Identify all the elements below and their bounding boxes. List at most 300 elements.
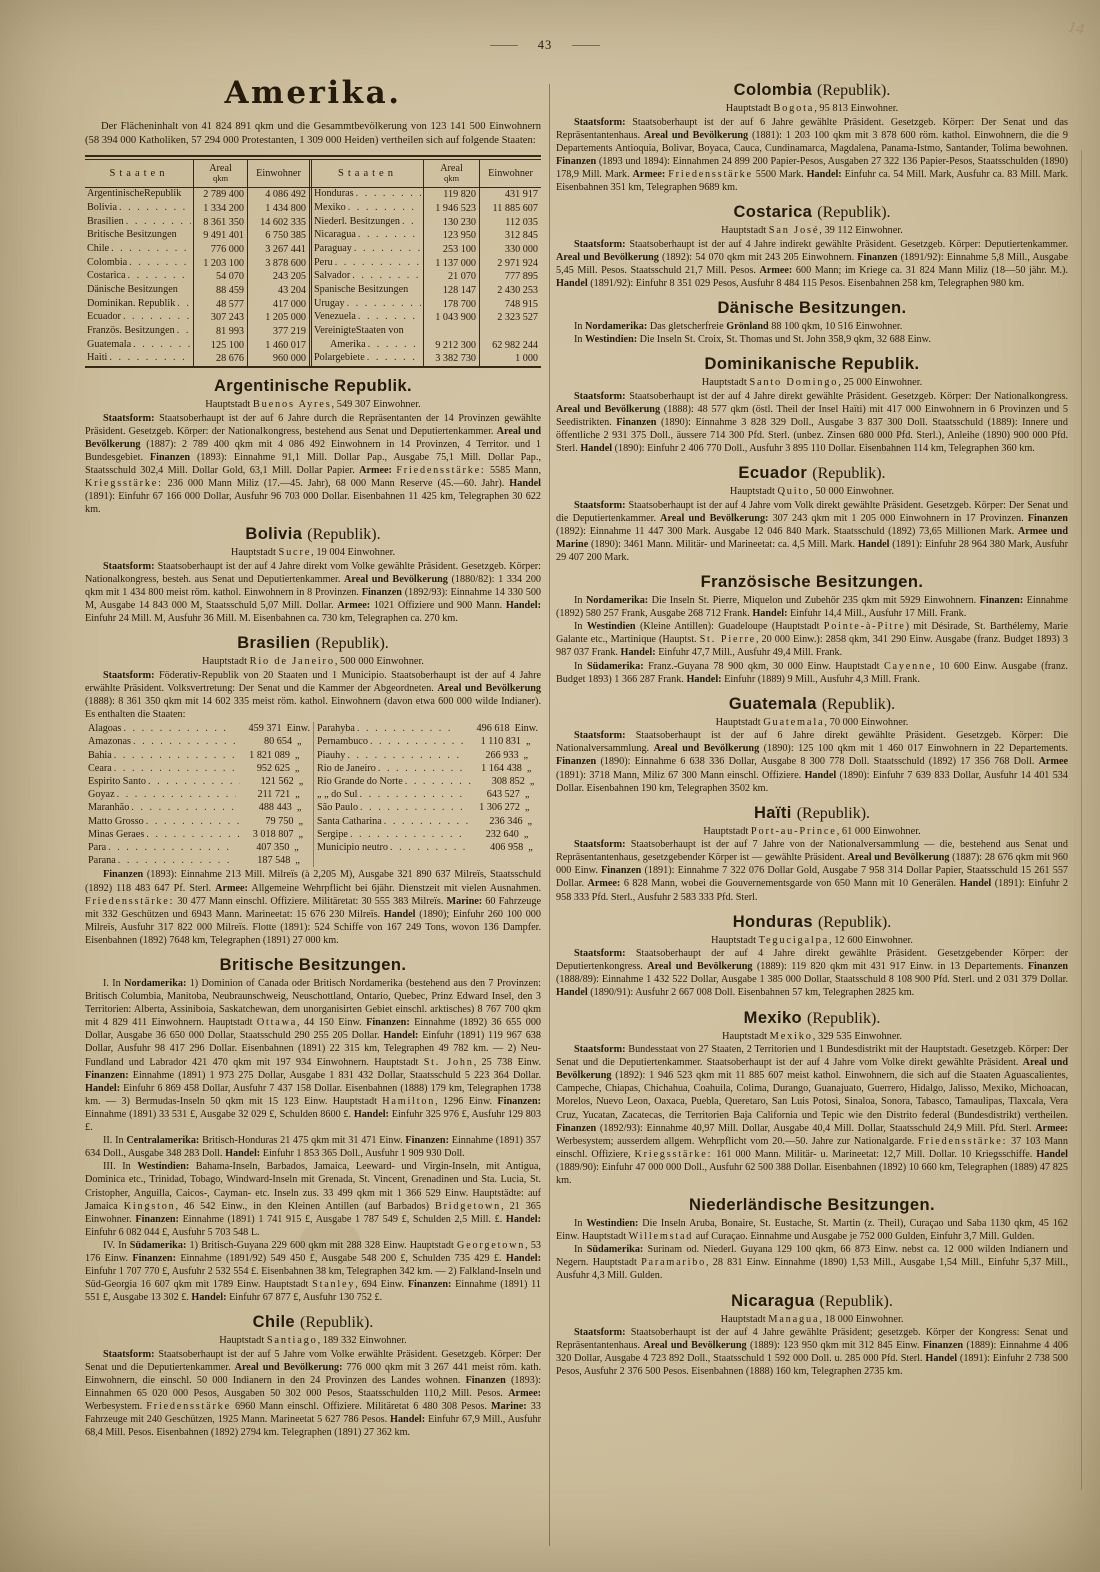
nm: Venezuela [314,311,356,323]
nm: Haiti [87,352,108,364]
span: Areal [209,163,232,175]
einwohner-value: 417 000 [247,298,309,312]
big: Staaten [109,167,169,179]
bold-label: Armee: [337,600,371,612]
info-paragraph: I. In Nordamerika: 1) Dominion of Canada oder Britisch Nordamerika (bestehend aus den 7 Provinzen: Britisch Columbia, Manitoba, Neubraunschweig, Neuschottland, Ontario, Quebec, Prinz Edward Insel, den 3 Territorien: Alberta, Assiniboia, Saskatchewan, dem unorganisirten Gebiet einschl. arktisches) 8 767 700 qkm mit 4 829 411 Einwohnern. Hauptstadt Ottawa, 44 150 Einw. Finanzen: Einnahme (1892) 36 655 000 Dollar, Ausgabe 36 650 000 Dollar, Staatsschuld 290 255 205 Dollar. Handel: Einfuhr (1891) 119 967 638 Dollar, Ausfuhr 98 417 296 Dollar. Eisenbahnen (1891) 22 315 km, Telegraphen 49 782 km. — 2) Neu-Fundland und Labrador 421 470 qkm mit 197 934 Einwohnern. Hauptstadt St. John, 25 738 Einw. Finanzen: Einnahme (1891) 1 973 275 Dollar, Ausgabe 1 831 432 Dollar, Staatsschuld 5 223 364 Dollar. Handel: Einfuhr 6 869 458 Dollar, Ausfuhr 7 437 158 Dollar. Eisenbahnen (1888) 179 km, Telegraphen 1738 km. — 3) Bermudas-Inseln 50 qkm mit 15 123 Einw. Hauptstadt Hamilton, 1296 Einw. Finanzen: Einnahme (1891) 33 531 £, Ausgabe 32 029 £, Schulden 8600 £. Handel: Einfuhr 325 976 £, Ausfuhr 129 803 £. [85,978,542,1134]
dot-leader [123,311,191,322]
nm: Honduras [314,188,354,200]
country-name: Britische Besitzungen. [219,956,407,975]
areal-value: 88 459 [193,284,247,298]
capital-line: Hauptstadt Santo Domingo, 25 000 Einwohner. [701,377,923,389]
info-paragraph: Staatsform: Staatsoberhaupt ist der auf 6 Jahre gewählte Präsident. Gesetzgeb. Körper: Der Senat und das Repräsentantenhaus. Areal und Bevölkerung (1881): 1 203 100 qkm mit 3 878 600 röm. kathol. Einwohnern, die die 9 Departements Antioquia, Bolivar, Boyaca, Cauca, Cundinamarca, Magdalena, Panama-Istmo, Santander, Tolima bewohnen. Finanzen (1893 und 1894): Einnahmen 24 899 200 Papier-Pesos, Ausgaben 27 322 136 Papier-Pesos, Staatsschulden (1890) 178,9 Mill. Mark. Armee: Friedensstärke 5500 Mark. Handel: Einfuhr ca. 54 Mill. Mark, Ausfuhr ca. 83 Mill. Mark. Eisenbahnen 351 km, Telegraphen 9689 km. [556,116,1068,193]
state-name-cell [85,257,193,271]
country-heading [556,355,1068,374]
state-name-cell [85,284,193,298]
areal-value: 1 334 200 [193,202,247,216]
spaced-text: Friedensstärke [146,1401,231,1413]
section-nicaragua [556,1292,1068,1379]
country-name: Brasilien [237,634,311,653]
punit: „ [294,842,299,854]
areal-value: 1 043 900 [423,311,479,325]
summary-table-header [85,160,541,188]
bold-label: Staatsform: [574,390,626,402]
spaced-text: Bogota [773,103,815,114]
bold-label: Nordamerika: [585,320,648,332]
bold-label: Areal und Bevölkerung [653,743,760,755]
einwohner-value: 112 035 [479,216,541,230]
state-name-cell [85,202,193,216]
left-sections [85,377,541,1439]
summary-table-row [85,339,541,353]
state-row [317,788,538,801]
capital-line: Hauptstadt Buenos Ayres, 549 307 Einwohner. [205,399,421,411]
pval: 407 350 [256,842,290,854]
areal-value: 2 789 400 [193,188,247,202]
state-name-cell [309,188,423,202]
einwohner-value: 43 204 [247,284,309,298]
dot-leader [117,788,237,801]
pname: „ „ do Sul [317,789,358,801]
dot-leader [127,270,191,281]
pval: 211 721 [257,789,291,801]
section-dänische-besitzungen [556,299,1068,346]
spaced-text: Ottawa [256,1017,298,1029]
bold-label: Finanzen [465,1375,506,1387]
span: Einwohner [256,167,301,179]
areal-value: 54 070 [193,270,247,284]
capital-line: Hauptstadt Managua, 18 000 Einwohner. [720,1313,904,1325]
capital-line: Hauptstadt Quito, 50 000 Einwohner. [729,486,895,498]
republik-suffix: (Republik). [796,804,871,822]
dot-leader [370,735,467,748]
punit: „ [298,828,304,840]
section-costarica [556,203,1068,290]
bold-label: Handel: [505,1213,541,1225]
einwohner-value: 312 845 [479,229,541,243]
nm: Amerika [330,338,366,350]
state-row [317,815,538,828]
state-row [88,762,310,775]
bold-label: Areal und Bevölkerung [847,852,950,864]
bold-label: Finanzen: [132,1252,176,1264]
pname: Sergipe [317,828,348,840]
country-heading [85,525,541,544]
summary-table-row [85,229,541,243]
areal-value: 1 137 000 [423,257,479,271]
country-heading [556,299,1068,318]
page-edge-line [1081,150,1082,1490]
country-heading [556,913,1068,932]
header-einwohner-right [479,160,541,187]
pname: Goyaz [88,789,115,801]
pval: 496 618 [476,723,510,735]
pname: Matto Grosso [88,815,144,827]
punit: „ [524,802,530,814]
info-paragraph: In Südamerika: Surinam od. Niederl. Guyana 129 100 qkm, 66 873 Einw. nebst ca. 12 000 wilden Indianern und Negern. Hauptstadt Paramaribo, 28 831 Einw. Einnahme (1890) 1,53 Mill., Ausgabe 1,54 Mill., Einfuhr 5,37 Mill., Ausfuhr 4,3 Mill. Gulden. [556,1244,1069,1282]
spaced-text: Sucre [278,547,312,559]
country-heading [556,464,1068,483]
state-row [88,735,310,748]
info-paragraph: Staatsform: Staatsoberhaupt ist der auf 4 Jahre gewählte Präsident; gesetzgeb. Körper der Kongress: Senat und Repräsentantenhaus. Areal und Bevölkerung (1889): 123 950 qkm mit 312 845 Einw. Finanzen (1889): Einnahme 4 406 320 Dollar, Ausgabe 4 723 892 Doll., Staatsschuld 1 592 000 Doll. u. 285 000 Pfd. Sterl. Handel (1891): Einfuhr 2 738 500 Pesos, Ausfuhr 2 376 500 Pesos. Eisenbahnen (1888) 160 km, Telegraphen 2735 km. [556,1327,1069,1378]
einwohner-value: 6 750 385 [247,229,309,243]
pname: Bahia [88,749,112,761]
state-name-cell [85,339,193,353]
dot-leader [335,257,421,268]
pname: Rio Grande do Norte [317,776,403,788]
bold-label: Handel: [806,168,842,180]
bold-label: Handel [1036,1148,1068,1160]
einwohner-value: 377 219 [247,325,309,339]
header-areal-right [423,160,479,187]
bold-label: Finanzen: [979,595,1024,607]
pname: Amazonas [88,736,131,748]
spaced-text: Managua [768,1313,820,1325]
info-paragraph: Staatsform: Staatsoberhaupt ist der auf 6 Jahre durch die Repräsentanten der 14 Provinzen gewählte Präsident. Gesetzgeb. Körper: der Nationalkongress, bestehend aus Senat und Deputiertenkammer. Areal und Bevölkerung (1887): 2 789 400 qkm mit 4 086 492 Einwohnern in 14 Provinzen, 4 Territor. und 1 Bundesgebiet. Finanzen (1893): Einnahme 91,1 Mill. Dollar Pap., Ausgabe 75,1 Mill. Dollar Pap., Staatsschuld 302,4 Mill. Dollar Gold, 63,1 Mill. Dollar Papier. Armee: Friedensstärke: 5585 Mann, Kriegsstärke: 236 000 Mann Miliz (17.—45. Jahr), 68 000 Mann Reserve (45.—60. Jahr). Handel (1891): Einfuhr 67 166 000 Dollar, Ausfuhr 96 703 000 Dollar. Eisenbahnen 11 425 km, Telegraphen 30 622 km. [85,412,541,516]
section-guatemala [556,695,1068,795]
einwohner-value: 330 000 [479,243,541,257]
nm: Mexiko [314,201,346,213]
state-row [88,828,310,841]
nm: Chile [87,242,110,254]
summary-table-row [85,202,541,216]
bold-label: Nordamerika: [585,595,649,607]
state-row [88,815,310,828]
bold-label: Areal und Bevölkerung [556,251,659,263]
bold-label: Handel [959,878,992,890]
pval: 1 821 089 [249,749,290,761]
bold-label: Finanzen [1027,961,1069,973]
capital-line: Hauptstadt Rio de Janeiro, 500 000 Einwohner. [201,656,425,668]
dot-leader [119,202,191,213]
bold-label: Staatsform: [574,1327,626,1339]
areal-value: 9 212 300 [423,339,479,353]
spaced-text: Kriegsstärke: [634,1148,713,1160]
spaced-text: Hamilton [382,1095,436,1107]
state-name-cell [85,188,193,202]
einwohner-value: 62 982 244 [479,339,541,353]
areal-value: 1 946 523 [423,202,479,216]
bold-label: Finanzen [922,1340,964,1352]
summary-table-row [85,216,541,230]
bold-label: Grönland [726,320,769,332]
punit: „ [298,776,304,788]
bold-label: Armee: [632,168,666,180]
capital-line: Hauptstadt Santiago, 189 332 Einwohner. [219,1335,407,1347]
spaced-text: Georgetown [456,1239,526,1251]
country-heading [85,956,541,975]
state-name-cell [309,311,423,325]
bold-label: Armee: [759,264,793,276]
span: Areal [440,163,463,175]
country-heading [556,1196,1068,1215]
nm: Spanische Besitzungen [314,284,409,295]
einwohner-value: 3 267 441 [247,243,309,257]
section-argentinische-republik [85,377,541,516]
dot-leader [358,229,421,240]
spaced-text: Kriegsstärke: [85,478,163,490]
state-name-cell [85,243,193,257]
bold-label: Nordamerika: [124,978,187,990]
bold-label: Handel: [505,1252,542,1264]
einwohner-value: 1 205 000 [247,311,309,325]
country-name: Niederländische Besitzungen. [689,1196,935,1215]
spaced-text: Mexiko [769,1030,813,1042]
pname: Piauhy [317,749,346,761]
capital-line: Hauptstadt Port-au-Prince, 61 000 Einwohner. [703,825,921,837]
summary-table-row [85,188,541,202]
bold-label: Staatsform: [103,412,155,424]
bold-label: Staatsform: [574,499,626,511]
dot-leader [360,801,466,814]
header-staaten-right [309,160,423,187]
bold-label: Finanzen [556,155,597,167]
bold-label: Areal und Bevölkerung [437,682,541,694]
nm: Paraguay [314,242,352,254]
bold-label: Südamerika: [586,660,644,672]
einwohner-value: 3 878 600 [247,257,309,271]
info-paragraph: Staatsform: Staatsoberhaupt ist der auf 5 Jahre vom Volke erwählte Präsident. Gesetzgeb. Körper: Der Senat und die Deputiertenkammer. Areal und Bevölkerung: 776 000 qkm mit 3 267 441 meist röm. kath. Einwohnern, die einschl. 50 000 Indianern in den 24 Provinzen des Landes wohnen. Finanzen (1893): Einnahmen 65 020 000 Pesos, Ausgaben 50 302 000 Pesos, Staatsschulden 110,2 Mill. Pesos. Armee: Werbesystem. Friedensstärke 6960 Mann einschl. Offiziere. Militäretat 6 480 308 Pesos. Marine: 33 Fahrzeuge mit 240 Geschützen, 1925 Mann. Marineetat 5 627 786 Pesos. Handel: Einfuhr 67,9 Mill., Ausfuhr 68,4 Mill. Pesos. Eisenbahnen (1892) 2794 km. Telegraphen (1891) 27 362 km. [85,1348,542,1439]
pname: Municipio neutro [317,842,389,854]
summary-table-inner [85,159,541,368]
einwohner-value: 11 885 607 [479,202,541,216]
info-paragraph: In Nordamerika: Das gletscherfreie Grönland 88 100 qkm, 10 516 Einwohner. [574,320,903,332]
bold-label: Staatsform: [574,1044,626,1056]
state-row [317,762,538,775]
info-paragraph: Staatsform: Staatsoberhaupt ist der auf 6 Jahre direkt gewählte Präsident. Gesetzgeb. Körper: Die Nationalversammlung. Areal und Bevölkerung (1890): 125 100 qkm mit 1 460 017 Einwohnern in 22 Departements. Finanzen (1890): Einnahme 6 638 336 Dollar, Ausgabe 8 300 778 Doll. Staatsschuld (1892) 17 356 768 Doll. Armee (1891): 3718 Mann, Miliz 67 300 Mann einschl. Offiziere. Handel (1890): Einfuhr 7 639 833 Dollar, Ausfuhr 14 401 534 Dollar. Eisenbahnen 190 km, Telegraphen 3502 km. [556,730,1068,794]
areal-value: 130 230 [423,216,479,230]
spaced-text: Cayenne [883,660,933,672]
dot-leader [348,202,421,213]
country-name: Colombia [733,81,813,99]
bold-label: Handel: [85,1082,121,1094]
pname: Para [88,842,107,854]
punit: „ [295,789,300,801]
info-paragraph: Staatsform: Staatsoberhaupt ist der auf 7 Jahre von der Nationalversammlung — die, bestehend aus Senat und Repräsentantenhaus, gesetzgebender Körper ist — gewählte Präsident. Areal und Bevölkerung (1887): 28 676 qkm mit 960 000 Einw. Finanzen (1891): Einnahme 7 322 076 Dollar Gold, Ausgabe 7 958 314 Dollar Papier, Staatsschuld 15 261 557 Dollar. Armee: 6 828 Mann, wobei die Gouvernementsgarde von 650 Mann mit 10 Generälen. Handel (1891): Einfuhr 2 958 333 Pfd. Sterl., Ausfuhr 2 583 333 Pfd. Sterl. [556,839,1069,903]
punit: „ [298,815,303,827]
country-name: Costarica [733,203,813,222]
section-ha-ti [556,804,1068,904]
dot-leader [347,749,464,762]
state-name-cell [85,216,193,230]
info-paragraph: Staatsform: Staatsoberhaupt ist der auf 4 Jahre vom Volk direkt gewählte Präsident. Gesetzgeb. Körper: Der Senat und die Deputiertenkammer. Areal und Bevölkerung: 307 243 qkm mit 1 205 000 Einwohnern in 17 Provinzen. Finanzen (1892): Einnahme 11 447 300 Mark. Ausgabe 12 046 840 Mark. Staatsschuld (1892) 73,65 Millionen Mark. Armee und Marine (1890): 3461 Mann. Militär- und Marineetat: ca. 4,5 Mill. Mark. Handel (1891): Einfuhr 28 964 380 Mark, Ausfuhr 29 407 200 Mark. [556,499,1068,563]
section-chile [85,1313,541,1439]
dot-leader [368,339,421,350]
left-column [85,76,541,1440]
bold-label: Finanzen [149,451,191,463]
summary-table-row [85,257,541,271]
bold-label: Finanzen [1027,512,1068,524]
punit: „ [295,855,300,867]
nm: Salvador [314,270,351,282]
bold-label: Areal und Bevölkerung [85,425,541,450]
state-name-cell [309,284,423,298]
pval: 488 443 [258,802,292,814]
states-sublist [313,722,541,867]
areal-value: 9 491 401 [193,229,247,243]
dot-leader [109,352,191,363]
state-row [317,775,538,788]
areal-value [423,325,479,339]
country-name: Mexiko [743,1008,803,1027]
spaced-text: Pointe-à-Pitre [823,621,906,633]
nm: Costarica [87,270,126,282]
country-heading [556,1292,1068,1311]
bold-label: Handel: [383,1030,419,1042]
einwohner-value: 243 205 [247,270,309,284]
spaced-text: Kingston [123,1200,176,1212]
einwohner-value: 4 086 492 [247,188,309,202]
punit: Einw. [286,723,310,735]
republik-suffix: (Republik). [300,1314,374,1332]
punit: „ [523,749,529,761]
areal-value: 1 203 100 [193,257,247,271]
unit: qkm [443,173,460,184]
big: Staaten [338,167,397,179]
dot-leader [123,722,227,735]
nm: VereinigteStaaten von [314,325,404,337]
republik-suffix: (Republik). [812,465,886,483]
republik-suffix: (Republik). [315,635,389,653]
country-heading [556,695,1068,714]
dot-leader [347,298,421,309]
info-paragraph: Finanzen (1893): Einnahme 213 Mill. Milreïs (à 2,205 M), Ausgabe 321 890 637 Milreïs, Staatsschuld (1892) 118 483 647 Pf. Sterl. Armee: Allgemeine Wehrpflicht bei 6jähr. Dienstzeit mit vielen Ausnahmen. Friedensstärke: 30 477 Mann einschl. Offiziere. Militäretat: 30 555 383 Milreïs. Marine: 60 Fahrzeuge mit 332 Geschützen und 6943 Mann. Marineetat: 15 676 230 Milreïs. Handel (1890); Einfuhr 260 100 000 Milreïs, Ausfuhr 317 822 000 Milreïs. Flotte (1891): 524 Schiffe von 167 249 Tons, wovon 136 Dampfer. Eisenbahnen (1892) 7648 km, Telegraphen (1891) 27 000 km. [85,869,541,946]
einwohner-value: 748 915 [479,298,541,312]
state-name-cell [85,325,193,339]
nm: Nicaragua [314,229,356,241]
state-name-cell [85,352,193,366]
bold-label: Areal und Bevölkerung [647,961,753,973]
bold-label: Westindien: [585,334,638,346]
state-row [88,749,310,762]
states-sublist [85,722,313,867]
bold-label: Finanzen [556,1122,597,1134]
republik-suffix: (Republik). [817,913,892,931]
pname: São Paulo [317,802,359,814]
bold-label: Westindien: [586,1218,639,1230]
spaced-text: Santiago [266,1335,318,1347]
bold-label: Finanzen: [135,1213,179,1225]
summary-table-row [85,284,541,298]
einwohner-value: 960 000 [247,352,309,366]
nm: Colombia [87,256,128,268]
bold-label: Armee: [359,465,392,476]
bold-label: Finanzen: [407,1279,452,1291]
state-row [317,841,538,854]
dot-leader [133,339,191,350]
areal-value: 119 820 [423,188,479,202]
nm: Brasilien [87,215,124,227]
dot-leader [114,762,236,775]
bold-label: Staatsform: [103,1348,155,1360]
state-row [88,841,310,854]
dot-leader [390,841,469,854]
areal-value: 128 147 [423,284,479,298]
bold-label: Marine: [491,1401,527,1413]
dot-leader [354,243,421,254]
bold-label: Handel [580,443,613,454]
pval: 3 018 807 [252,828,294,840]
pname: Alagoas [88,723,122,735]
republik-suffix: (Republik). [817,204,891,222]
areal-value: 178 700 [423,298,479,312]
section-dominikanische-republik [556,355,1068,455]
state-row [88,854,310,867]
bold-label: Armee: [1035,1122,1068,1134]
einwohner-value: 2 323 527 [479,311,541,325]
bold-label: Westindien: [137,1161,190,1173]
capital-line: Hauptstadt Sucre, 19 004 Einwohner. [230,547,396,559]
unit: qkm [212,173,229,184]
spaced-text: Stanley [312,1279,356,1291]
right-column [556,72,1068,1378]
info-paragraph: Staatsform: Staatsoberhaupt der auf 4 Jahre direkt gewählte Präsident. Gesetzgebender Körper: der Deputiertenkongress. Areal und Bevölkerung (1889): 119 820 qkm mit 431 917 Einw. in 13 Departements. Finanzen (1888/89): Einnahme 1 432 522 Dollar, Ausgabe 1 385 000 Dollar, Staatsschuld 8 108 900 Pfd. Sterl. und 2 031 379 Dollar. Handel (1890/91): Ausfuhr 2 667 008 Doll. Eisenbahnen 57 km, Telegraphen 2825 km. [556,948,1069,999]
state-row [317,828,538,841]
bold-label: Südamerika: [586,1244,644,1256]
pname: Parahyba [317,723,355,735]
state-name-cell [85,298,193,312]
capital-line: Hauptstadt Mexiko, 329 535 Einwohner. [722,1030,902,1042]
pval: 121 562 [260,776,294,788]
bold-label: Finanzen: [85,1069,129,1081]
punit: „ [529,776,535,788]
state-row [88,788,310,801]
country-heading [556,81,1068,100]
state-name-cell [85,311,193,325]
spaced-text: Santo Domingo [749,377,839,389]
bold-label: Marine: [446,895,483,907]
bold-label: Handel: [225,1148,261,1160]
bold-label: Handel [804,769,837,781]
nm: Polargebiete [314,352,365,364]
dot-leader [111,243,191,254]
pval: 236 346 [489,815,523,827]
nm: Britische Besitzungen [87,229,177,241]
areal-value: 21 070 [423,270,479,284]
span: Einwohner [488,167,533,179]
country-heading [556,1009,1068,1028]
right-sections [556,81,1068,1378]
state-row [88,775,310,788]
republik-suffix: (Republik). [807,1009,881,1027]
bold-label: Staatsform: [574,730,626,742]
dot-leader [402,216,421,227]
info-paragraph: Staatsform: Bundesstaat von 27 Staaten, 2 Territorien und 1 Bundesdistrikt mit der Hauptstadt. Gesetzgeb. Körper: Der Senat und die Deputiertenkammer. Staatsoberhaupt ist der auf 4 Jahre vom Volke direkt gewählte Präsident. Areal und Bevölkerung (1892): 1 946 523 qkm mit 11 885 607 meist kathol. Einwohnern, die sich auf die Staaten Aguascalientes, Campeche, Chiapas, Chichahua, Coahuila, Colima, Durango, Guanajuato, Guerrero, Hidalgo, Jalisso, Mexiko, Michoacan, Morelos, Nuevo Leon, Oaxaca, Puebla, Queretaro, San Luis Potosi, Sinaloa, Sonora, Tabasco, Tamaulipas, Tlaxcala, Vera Cruz, Yucatan, Zacatecas, die Territorien Baja California und Tepic wie den Distrito federal (Bundesdistrikt) vertheilen. Finanzen (1892/93): Einnahme 40,97 Mill. Dollar, Ausgabe 40,4 Mill. Dollar, Staatsschuld 24,9 Mill. Pfd. Sterl. Armee: Werbesystem; ausserdem allgem. Wehrpflicht vom 20.—50. Jahre zur Nationalgarde. Friedensstärke: 37 103 Mann einschl. Offiziere, Kriegsstärke: 161 000 Mann. Militär- u. Marineetat: 12,7 Mill. Dollar. 10 Kriegsschiffe. Handel (1889/90): Einfuhr 47 000 000 Doll., Ausfuhr 62 500 388 Dollar. Eisenbahnen (1892) 10 660 km, Telegraphen (1889) 47 825 km. [556,1044,1068,1186]
punit: „ [524,789,530,801]
header-rule-right [572,45,600,46]
country-name: Französische Besitzungen. [700,573,924,592]
bold-label: Armee: [587,878,621,890]
brazil-states-list [85,722,541,867]
capital-line: Hauptstadt Bogota, 95 813 Einwohner. [725,103,899,114]
info-paragraph: II. In Centralamerika: Britisch-Honduras 21 475 qkm mit 31 471 Einw. Finanzen: Einnahme (1891) 357 634 Doll., Ausgabe 348 283 Doll. Handel: Einfuhr 1 853 365 Doll., Ausfuhr 1 909 930 Doll. [85,1135,541,1160]
page-title: Amerika. [224,75,402,111]
bold-label: Handel [383,908,416,920]
pname: Minas Geraes [88,828,145,840]
state-name-cell [309,352,423,366]
dot-leader [148,775,240,788]
bold-label: Handel [556,277,588,289]
info-paragraph: In Nordamerika: Die Inseln St. Pierre, Miquelon und Zubehör 235 qkm mit 5929 Einwohnern. Finanzen: Einnahme (1892) 580 257 Frank, Ausgabe 268 712 Frank. Handel: Einfuhr 14,4 Mill., Ausfuhr 17 Mill. Frank. [556,595,1068,620]
country-name: Nicaragua [731,1291,815,1310]
dot-leader [177,298,191,309]
capital-line: Hauptstadt San José, 39 112 Einwohner. [721,225,903,237]
state-name-cell [309,257,423,271]
bold-label: Armee: [508,1388,541,1400]
areal-value: 8 361 350 [193,216,247,230]
section-mexiko [556,1009,1068,1188]
dot-leader [126,216,191,227]
areal-value: 253 100 [423,243,479,257]
